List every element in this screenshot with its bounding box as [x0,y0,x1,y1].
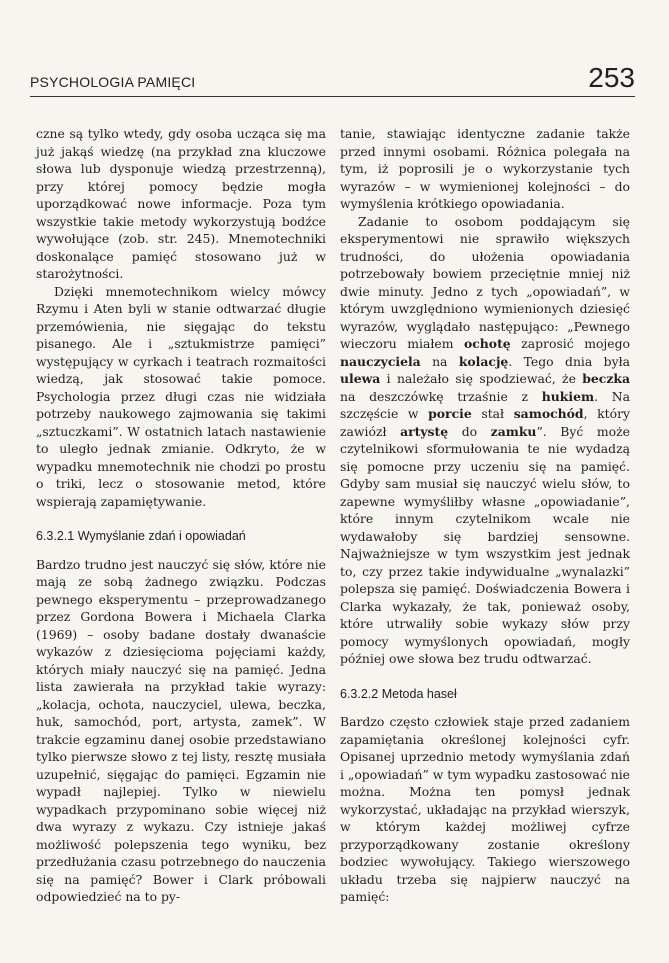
left-column [36,125,326,906]
paragraph: Dzięki mnemotechnikom wielcy mówcy Rzymu i Aten byli w stanie odtwarzać długie przemówienia, nie sięgając do tekstu pisanego. Ale i „sztukmistrze pamięci” występujący w cyrkach i teatrach rozmaitości wiedzą, jak stosować takie pomoce. Psychologia przez długi czas nie widziała potrzeby naukowego zajmowania się takimi „sztuczkami”. W ostatnich latach nastawienie to uległo jednak zmianie. Odkryto, że w wypadku mnemotechnik nie chodzi po prostu o triki, lecz o stosowanie metod, które wspierają zapamiętywanie. [36,283,326,509]
text-run: na deszczówkę trzaśnie z [340,388,542,404]
page-number: 253 [588,62,635,93]
text-run: zaprosić mojego [510,336,630,351]
keyword: nauczyciela [340,353,421,369]
text-run: stał [471,406,514,421]
text-run: ”. Być może czytelnikowi sformułowania te nie wydadzą się pomocne przy uczeniu się na pamięć. Gdyby sam musiał się nauczyć wielu słów, to zapewne wymyśliłby własne „opowiadanie”, które innym czytelnikom wcale nie wydawałoby się bardziej sensowne. Najważniejsze w tym wszystkim jest jednak to, czy przez takie indywidualne „wynalazki” polepsza się pamięć. Doświadczenia Bowera i Clarka wykazały, że tak, ponieważ osoby, które utrwaliły sobie wykazy słów przy pomocy wymyślonych opowiadań, mogły później owe słowa bez trudu odtwarzać. [340,423,630,666]
text-run: . Na szczęście w [340,388,630,421]
paragraph: Bardzo trudno jest nauczyć się słów, które nie mają ze sobą żadnego związku. Podczas pewnego eksperymentu – przeprowadzanego przez Gordona Bowera i Michaela Clarka (1969) – osoby badane dostały dwanaście wykazów z dziesięcioma pojęciami każdy, których miały nauczyć się na pamięć. Jedna lista zawierała na przykład takie wyrazy: „kolacja, ochota, nauczyciel, ulewa, beczka, huk, samochód, port, artysta, zamek”. W trakcie egzaminu danej osobie przedstawiano tylko pierwsze słowo z tej listy, resztę musiała uzupełnić, sięgając do pamięci. Egzamin nie wypadł najlepiej. Tylko w niewielu wypadkach przypominano sobie więcej niż dwa wyrazy z wykazu. Czy istnieje jakaś możliwość polepszenia tego wyniku, bez przedłużania czasu potrzebnego do nauczenia się na pamięć? Bower i Clark próbowali odpowiedzieć na to py- [36,556,326,904]
text-run: . Tego dnia była [508,353,630,369]
keyword: kolację [458,353,509,369]
keyword: artystę [400,423,449,439]
keyword: samochód [513,406,584,421]
section-heading: 6.3.2.2 Metoda haseł [340,686,457,701]
text-run: , który zawiózł [340,406,631,439]
text-run: do [448,423,491,439]
keyword: hukiem [541,388,595,404]
section-heading: 6.3.2.1 Wymyślanie zdań i opowiadań [36,529,246,543]
keyword: ulewa [340,371,381,386]
paragraph: Bardzo często człowiek staje przed zadaniem zapamiętania określonej kolejności cyfr. Opisanej uprzednio metody wymyślania zdań i „opowiadań” w tym wypadku zastosować nie można. Można ten pomysł jednak wykorzystać, układając na przykład wierszyk, w którym każdej możliwej cyfrze przyporządkowany zostanie określony bodziec wywołujący. Takiego wierszowego układu trzeba się najpierw nauczyć na pamięć: [340,714,630,904]
paragraph: czne są tylko wtedy, gdy osoba ucząca się ma już jakąś wiedzę (na przykład zna kluczowe słowa lub dysponuje wiedzą przestrzenną), przy której pomocy będzie mogła uporządkować nowe informacje. Poza tym wszystkie takie metody wykorzystują bodźce wywołujące (zob. str. 245). Mnemotechniki doskonalące pamięć stosowano już w starożytności. [36,126,326,281]
keyword: ochotę [463,336,511,351]
text-run: Zadanie to osobom poddającym się eksperymentowi nie sprawiło większych trudności, do ułożenia opowiadania potrzebowały bowiem przeciętnie mniej niż dwie minuty. Jedno z tych „opowiadań”, w którym uwzględniono wymienionych dziesięć wyrazów, wyglądało następująco: „Pewnego wieczoru miałem [340,213,630,351]
paragraph: tanie, stawiając identyczne zadanie także przed innymi osobami. Różnica polegała na tym, iż poprosili je o wykorzystanie tych wyrazów – w wymienionej kolejności – do wymyślenia krótkiego opowiadania. [340,126,630,211]
text-run: na [420,353,459,369]
paragraph [340,213,630,668]
keyword: beczka [582,371,630,386]
text-run: i należało się spodziewać, że [380,371,583,386]
keyword: zamku [490,423,537,439]
keyword: porcie [428,406,472,421]
header-rule [30,96,635,97]
running-head: PSYCHOLOGIA PAMIĘCI [30,74,196,90]
right-column [340,125,630,906]
